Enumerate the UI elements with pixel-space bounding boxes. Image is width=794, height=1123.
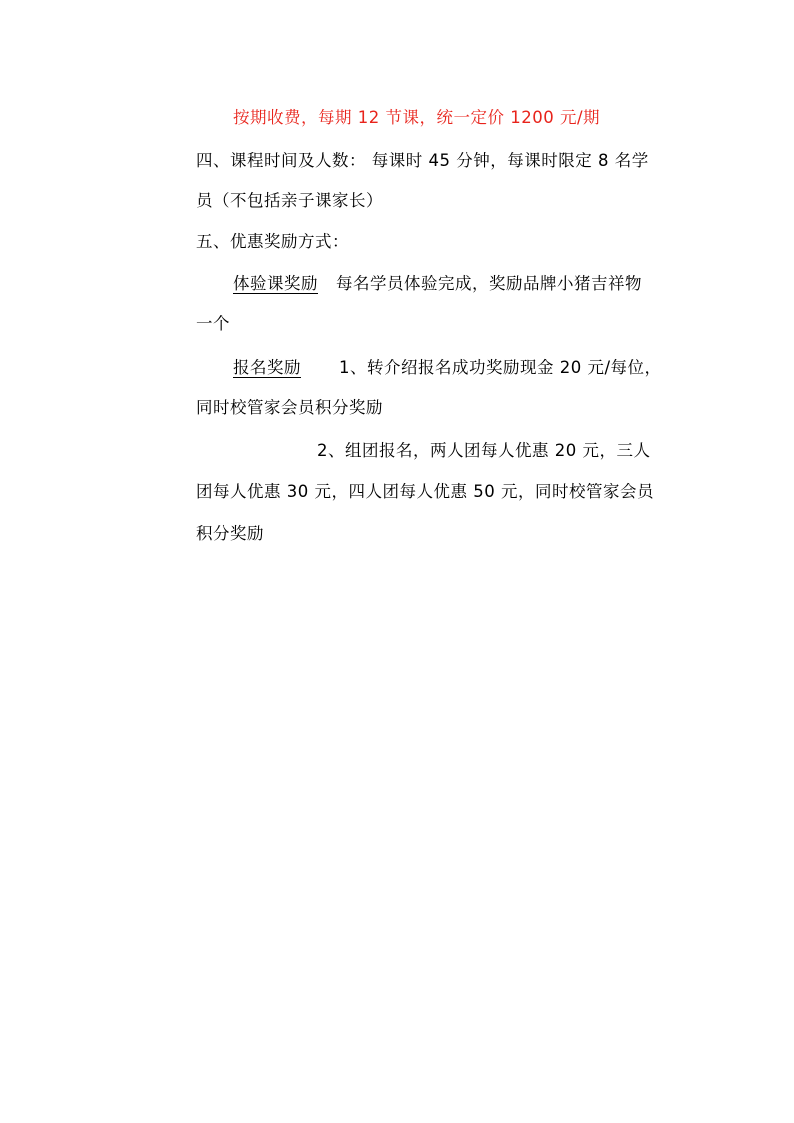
signup-item2-cont2: 积分奖励	[196, 524, 264, 543]
signup-reward-label: 报名奖励	[233, 358, 301, 377]
section4-line2: 员（不包括亲子课家长）	[196, 191, 383, 210]
trial-reward-cont: 一个	[196, 314, 230, 333]
signup-reward-row	[233, 357, 662, 379]
fee-line: 按期收费，每期 12 节课，统一定价 1200 元/期	[233, 108, 601, 127]
signup-item2: 2、组团报名，两人团每人优惠 20 元，三人	[317, 441, 651, 460]
signup-item2-cont1: 团每人优惠 30 元，四人团每人优惠 50 元，同时校管家会员	[196, 482, 654, 501]
section4-line1: 四、课程时间及人数： 每课时 45 分钟，每课时限定 8 名学	[196, 151, 649, 170]
signup-item1: 1、转介绍报名成功奖励现金 20 元/每位，	[339, 358, 662, 377]
section5-heading: 五、优惠奖励方式：	[196, 232, 349, 251]
trial-reward-row	[233, 273, 642, 295]
trial-reward-label: 体验课奖励	[233, 274, 318, 293]
trial-reward-text: 每名学员体验完成，奖励品牌小猪吉祥物	[336, 274, 642, 293]
signup-item1-cont: 同时校管家会员积分奖励	[196, 398, 383, 417]
